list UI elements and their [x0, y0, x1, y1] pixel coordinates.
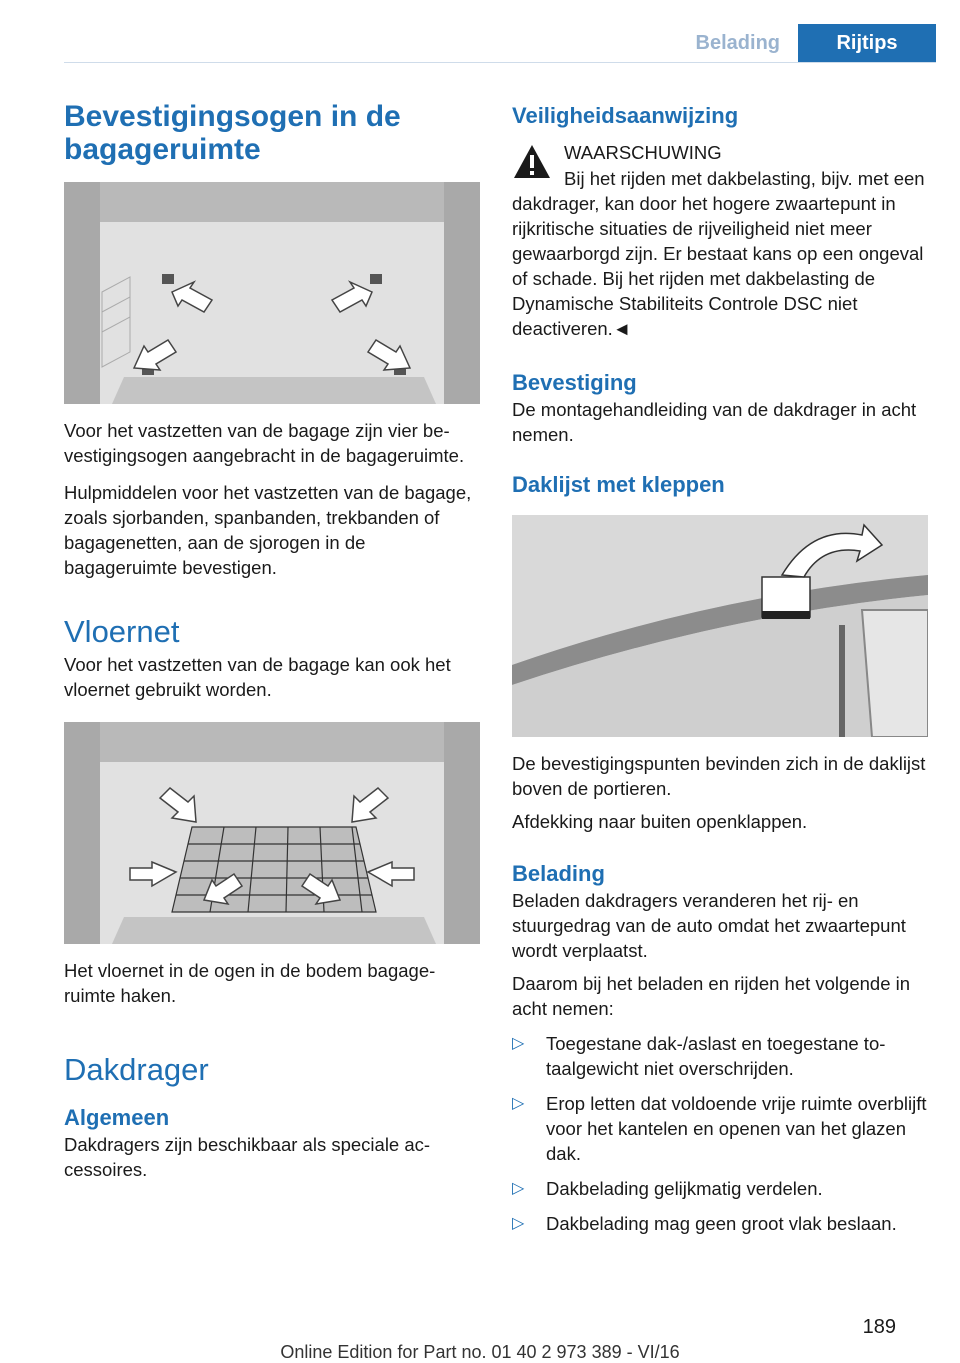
paragraph-general: Dakdragers zijn beschikbaar als speciale accessoires. — [64, 1134, 431, 1180]
heading-floor-net: Vloernet — [64, 614, 180, 649]
figure-luggage-eyelets — [64, 182, 480, 404]
paragraph-floor-net-1: Voor het vastzetten van de bagage kan ook het vloernet gebruikt worden. — [64, 654, 451, 700]
list-item: ▷ Dakbelading gelijkmatig verdelen. — [512, 1178, 823, 1199]
figure-floor-net — [64, 722, 480, 944]
subheading-mounting: Bevestiging — [512, 370, 637, 395]
warning-box — [512, 140, 928, 166]
heading-eyelets: Bevestigingsogen in de bagageruimte — [64, 100, 401, 166]
paragraph-loading-1: Beladen dakdragers veranderen het rij- en stuurgedrag van de auto omdat het zwaartepunt wordt verplaatst. — [512, 890, 906, 961]
paragraph-loading-2: Daarom bij het beladen en rijden het volgende in acht nemen: — [512, 973, 911, 1019]
heading-roof-rack: Dakdrager — [64, 1052, 209, 1087]
subheading-loading: Belading — [512, 861, 605, 886]
paragraph-mounting: De montagehandleiding van de dakdrager in acht nemen. — [512, 399, 917, 445]
bullet-triangle-icon: ▷ — [512, 1180, 525, 1197]
bullet-triangle-icon: ▷ — [512, 1095, 525, 1112]
page-number: 189 — [862, 1316, 896, 1338]
right-column — [512, 100, 928, 1236]
subheading-roof-rail: Daklijst met kleppen — [512, 472, 725, 497]
tab-belading: Belading — [678, 24, 798, 62]
list-item: ▷ Dakbelading mag geen groot vlak beslaan. — [512, 1213, 897, 1234]
subheading-general: Algemeen — [64, 1105, 170, 1130]
paragraph-floor-net-2: Het vloernet in de ogen in de bodem bagageruimte haken. — [64, 960, 436, 1006]
warning-title: WAARSCHUWING — [564, 142, 722, 163]
bullet-triangle-icon: ▷ — [512, 1215, 525, 1232]
tab-rijtips: Rijtips — [798, 24, 936, 62]
footer-edition: Online Edition for Part no. 01 40 2 973 389 - VI/16 — [280, 1342, 680, 1362]
figure-roof-rail — [512, 515, 928, 737]
paragraph-eyelets-1: Voor het vastzetten van de bagage zijn vier bevestigingsogen aangebracht in de bagageruimte. — [64, 420, 465, 466]
left-column — [64, 100, 480, 1182]
subheading-safety: Veiligheidsaanwijzing — [512, 103, 739, 128]
header-tabs — [678, 24, 936, 62]
loading-bullet-list — [512, 1031, 928, 1236]
paragraph-roof-rail-2: Afdekking naar buiten openklappen. — [512, 811, 808, 832]
list-item: ▷ Erop letten dat voldoende vrije ruimte overblijft voor het kantelen en openen van het glazen dak. — [512, 1093, 927, 1164]
warning-text: Bij het rijden met dakbelasting, bijv. met een dakdrager, kan door het hogere zwaartepunt in rijkritische situaties de rijveiligheid niet meer gewaarborgd zijn. Er bestaat kans op een ongeval of schade. Bij het rijden met dakbelasting de Dynamische Stabiliteits Controle DSC niet deactiveren.◄ — [512, 168, 925, 339]
paragraph-eyelets-2: Hulpmiddelen voor het vastzetten van de bagage, zoals sjorbanden, spanbanden, trekbanden of bagagenetten, aan de sjorogen in de bagageruimte bevestigen. — [64, 482, 472, 578]
bullet-triangle-icon: ▷ — [512, 1035, 525, 1052]
list-item: ▷ Toegestane dak-/aslast en toegestane totaalgewicht niet overschrijden. — [512, 1033, 886, 1079]
header-divider — [64, 62, 936, 63]
warning-triangle-icon — [512, 142, 552, 182]
paragraph-roof-rail-1: De bevestigingspunten bevinden zich in de daklijst boven de portieren. — [512, 753, 926, 799]
